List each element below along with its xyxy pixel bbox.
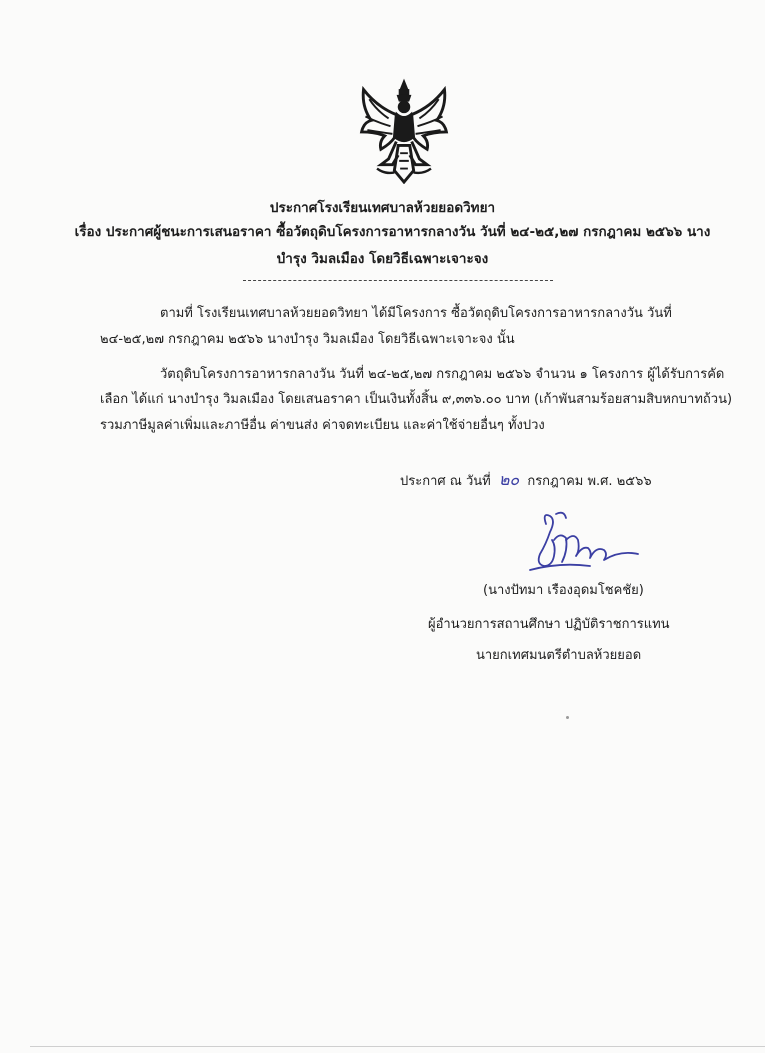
- signatory-position: ผู้อำนวยการสถานศึกษา ปฏิบัติราชการแทน: [428, 617, 670, 632]
- date-day: ๒๐: [498, 470, 520, 489]
- body-paragraph-2-line-2: เลือก ได้แก่ นางบำรุง วิมลเมือง โดยเสนอราคา เป็นเงินทั้งสิ้น ๙,๓๓๖.๐๐ บาท (เก้าพันสามร้อยสามสิบหกบาทถ้วน): [100, 392, 733, 407]
- garuda-emblem-icon: [355, 78, 453, 184]
- separator-line: [243, 280, 553, 281]
- announcement-subject: เรื่อง ประกาศผู้ชนะการเสนอราคา ซื้อวัตถุดิบโครงการอาหารกลางวัน วันที่ ๒๔-๒๕,๒๗ กรกฎาคม ๒๕๖๖ นาง: [74, 224, 711, 240]
- body-paragraph-1-line-2: ๒๔-๒๕,๒๗ กรกฎาคม ๒๕๖๖ นางบำรุง วิมลเมือง โดยวิธีเฉพาะเจาะจง นั้น: [100, 332, 515, 347]
- body-paragraph-1-line-1: ตามที่ โรงเรียนเทศบาลห้วยยอดวิทยา ได้มีโครงการ ซื้อวัตถุดิบโครงการอาหารกลางวัน วันที่: [160, 306, 672, 321]
- signatory-name: (นางปัทมา เรืองอุดมโชคชัย): [483, 583, 644, 598]
- scan-edge-line: [30, 1046, 765, 1047]
- date-suffix: กรกฎาคม พ.ศ. ๒๕๖๖: [527, 474, 652, 489]
- date-prefix: ประกาศ ณ วันที่: [400, 474, 491, 489]
- body-paragraph-2-line-1: วัตถุดิบโครงการอาหารกลางวัน วันที่ ๒๔-๒๕,๒๗ กรกฎาคม ๒๕๖๖ จำนวน ๑ โครงการ ผู้ได้รับการคัด: [160, 367, 725, 382]
- signatory-position-acting-for: นายกเทศมนตรีตำบลห้วยยอด: [476, 648, 642, 663]
- announcement-subject-continued: บำรุง วิมลเมือง โดยวิธีเฉพาะเจาะจง: [276, 251, 489, 267]
- handwritten-signature: [520, 510, 645, 580]
- announcement-title: ประกาศโรงเรียนเทศบาลห้วยยอดวิทยา: [269, 200, 496, 216]
- body-paragraph-2-line-3: รวมภาษีมูลค่าเพิ่มและภาษีอื่น ค่าขนส่ง ค่าจดทะเบียน และค่าใช้จ่ายอื่นๆ ทั้งปวง: [100, 418, 545, 433]
- scan-speck: [566, 716, 569, 719]
- announcement-date: [400, 468, 652, 493]
